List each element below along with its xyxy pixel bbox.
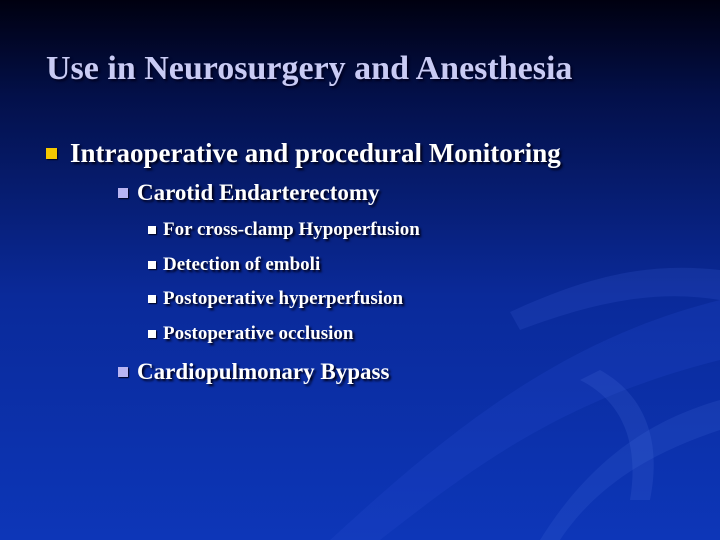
square-bullet-icon — [148, 330, 156, 338]
bullet-detection-of-emboli — [148, 254, 320, 276]
bullet-text: Postoperative occlusion — [163, 323, 354, 344]
square-bullet-icon — [148, 226, 156, 234]
square-bullet-icon — [118, 188, 128, 198]
bullet-text: Carotid Endarterectomy — [137, 180, 380, 205]
bullet-text: Intraoperative and procedural Monitoring — [70, 138, 561, 168]
bullet-cardiopulmonary-bypass — [118, 359, 389, 385]
bullet-text: For cross-clamp Hypoperfusion — [163, 219, 420, 240]
bullet-text: Detection of emboli — [163, 254, 321, 275]
bullet-intraoperative-monitoring — [46, 138, 561, 169]
bullet-text: Postoperative hyperperfusion — [163, 288, 404, 309]
bullet-postoperative-hyperperfusion — [148, 288, 403, 310]
bullet-cross-clamp-hypoperfusion — [148, 219, 420, 241]
square-bullet-icon — [46, 148, 57, 159]
bullet-text: Cardiopulmonary Bypass — [137, 359, 390, 384]
bullet-carotid-endarterectomy — [118, 180, 380, 206]
square-bullet-icon — [148, 261, 156, 269]
square-bullet-icon — [118, 367, 128, 377]
slide-title: Use in Neurosurgery and Anesthesia — [46, 50, 573, 87]
square-bullet-icon — [148, 295, 156, 303]
bullet-postoperative-occlusion — [148, 323, 354, 345]
